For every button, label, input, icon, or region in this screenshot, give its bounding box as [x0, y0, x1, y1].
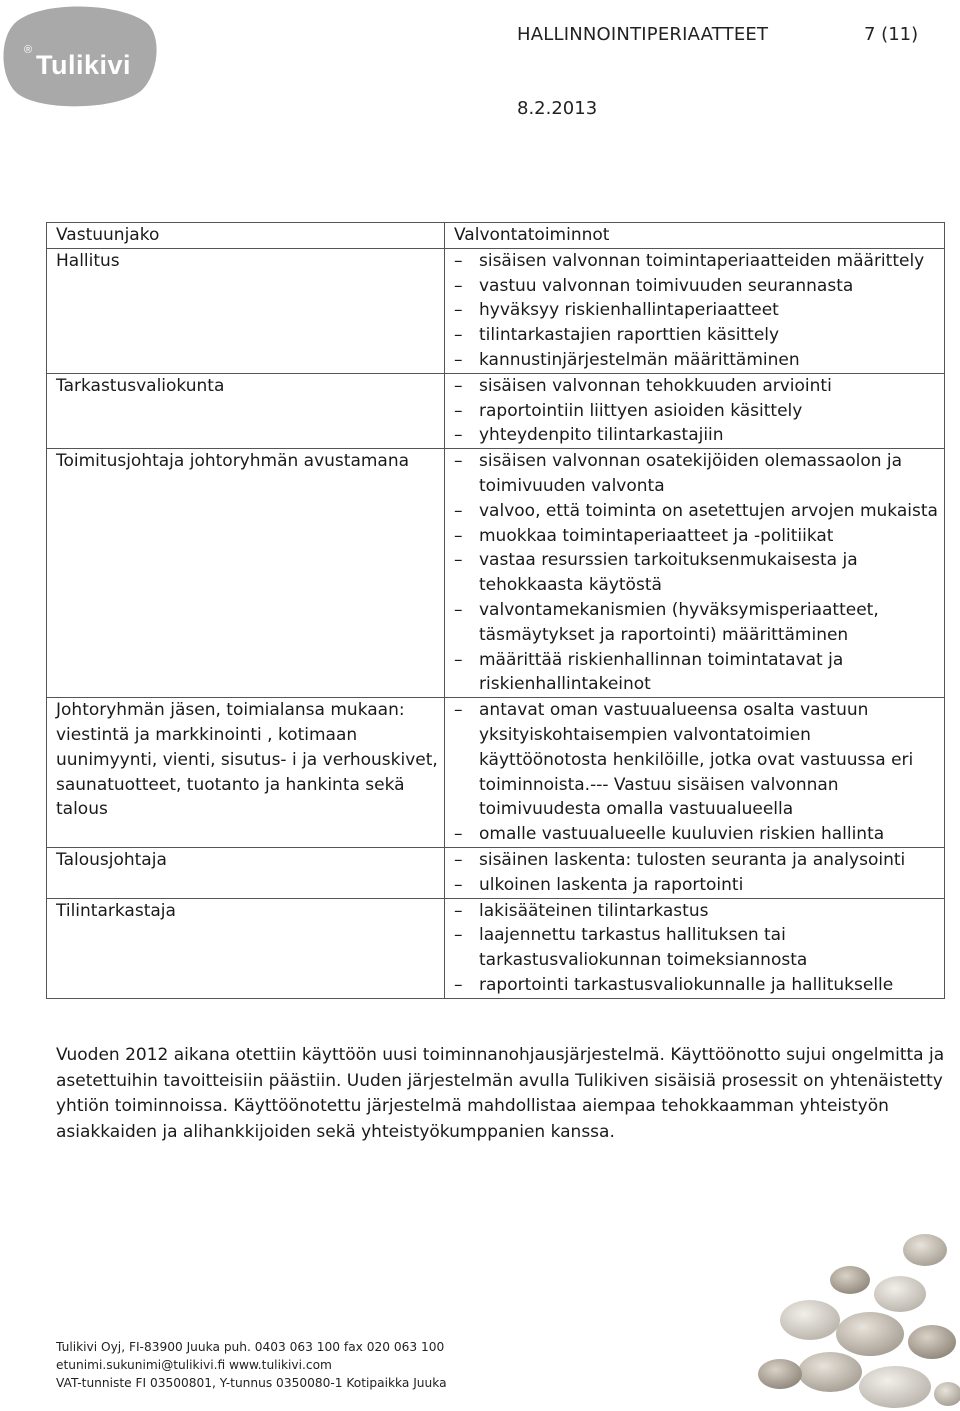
column-header-role: Vastuunjako — [47, 223, 445, 249]
document-title: HALLINNOINTIPERIAATTEET — [517, 24, 769, 45]
list-item: – laajennettu tarkastus hallituksen tai tarkastusvaliokunnan toimeksiannosta — [454, 923, 940, 973]
list-item: – sisäisen valvonnan osatekijöiden olemassaolon ja toimivuuden valvonta — [454, 449, 940, 499]
list-item: – raportointi tarkastusvaliokunnalle ja hallitukselle — [454, 973, 940, 998]
list-item: – raportointiin liittyen asioiden käsittely — [454, 399, 940, 424]
footer — [56, 1338, 447, 1392]
table-row — [47, 898, 945, 998]
table-row — [47, 373, 945, 448]
responsibility-table — [46, 222, 945, 999]
role-cell: Hallitus — [47, 248, 445, 373]
list-item: – yhteydenpito tilintarkastajiin — [454, 423, 940, 448]
role-cell: Tarkastusvaliokunta — [47, 373, 445, 448]
controls-cell — [445, 373, 945, 448]
tulikivi-logo — [2, 4, 158, 110]
list-item: – kannustinjärjestelmän määrittäminen — [454, 348, 940, 373]
document-date: 8.2.2013 — [517, 98, 598, 119]
list-item: – tilintarkastajien raporttien käsittely — [454, 323, 940, 348]
column-header-controls: Valvontatoiminnot — [445, 223, 945, 249]
table-row — [47, 248, 945, 373]
table-header-row — [47, 223, 945, 249]
table-row — [47, 698, 945, 848]
footer-address: Tulikivi Oyj, FI-83900 Juuka puh. 0403 063 100 fax 020 063 100 — [56, 1340, 445, 1354]
logo-text: Tulikivi — [36, 50, 132, 80]
role-cell: Tilintarkastaja — [47, 898, 445, 998]
list-item: – valvontamekanismien (hyväksymisperiaatteet, täsmäytykset ja raportointi) määrittäminen — [454, 598, 940, 648]
list-item: – sisäinen laskenta: tulosten seuranta ja analysointi — [454, 848, 940, 873]
list-item: – muokkaa toimintaperiaatteet ja -politiikat — [454, 524, 940, 549]
table-row — [47, 449, 945, 698]
page-number: 7 (11) — [864, 24, 919, 45]
list-item: – ulkoinen laskenta ja raportointi — [454, 873, 940, 898]
list-item: – valvoo, että toiminta on asetettujen arvojen mukaista — [454, 499, 940, 524]
controls-cell — [445, 449, 945, 698]
role-cell: Toimitusjohtaja johtoryhmän avustamana — [47, 449, 445, 698]
stones-decoration-image — [720, 1222, 960, 1411]
footer-contact: etunimi.sukunimi@tulikivi.fi www.tulikivi.com — [56, 1358, 332, 1372]
list-item: – omalle vastuualueelle kuuluvien riskien hallinta — [454, 822, 940, 847]
body-paragraph: Vuoden 2012 aikana otettiin käyttöön uusi toiminnanohjausjärjestelmä. Käyttöönotto sujui ongelmitta ja asetettuihin tavoitteisiin päästiin. Uuden järjestelmän avulla Tulikiven sisäisiä prosessit on yhtenäistetty yhtiön toiminnoissa. Käyttöönotettu järjestelmä mahdollistaa aiempaa tehokkaamman yhteistyön asiakkaiden ja alihankkijoiden sekä yhteistyökumppanien kanssa. — [56, 1045, 945, 1142]
list-item: – vastaa resurssien tarkoituksenmukaisesta ja tehokkaasta käytöstä — [454, 548, 940, 598]
footer-vat: VAT-tunniste FI 03500801, Y-tunnus 0350080-1 Kotipaikka Juuka — [56, 1376, 447, 1390]
role-cell: Talousjohtaja — [47, 847, 445, 898]
list-item: – hyväksyy riskienhallintaperiaatteet — [454, 298, 940, 323]
list-item: – antavat oman vastuualueensa osalta vastuun yksityiskohtaisempien valvontatoimien käyttöönotosta henkilöille, jotka ovat vastuussa eri toiminnoista.--- Vastuu sisäisen valvonnan toimivuudesta omalla vastuualueella — [454, 698, 940, 822]
controls-cell — [445, 898, 945, 998]
registered-mark: ® — [24, 44, 33, 56]
list-item: – lakisääteinen tilintarkastus — [454, 899, 940, 924]
table-row — [47, 847, 945, 898]
list-item: – sisäisen valvonnan toimintaperiaatteiden määrittely — [454, 249, 940, 274]
list-item: – määrittää riskienhallinnan toimintatavat ja riskienhallintakeinot — [454, 648, 940, 698]
list-item: – vastuu valvonnan toimivuuden seurannasta — [454, 274, 940, 299]
list-item: – sisäisen valvonnan tehokkuuden arviointi — [454, 374, 940, 399]
controls-cell — [445, 847, 945, 898]
controls-cell — [445, 698, 945, 848]
role-cell: Johtoryhmän jäsen, toimialansa mukaan: viestintä ja markkinointi , kotimaan uunimyynti, vienti, sisutus- i ja verhouskivet, saunatuotteet, tuotanto ja hankinta sekä talous — [47, 698, 445, 848]
controls-cell — [445, 248, 945, 373]
